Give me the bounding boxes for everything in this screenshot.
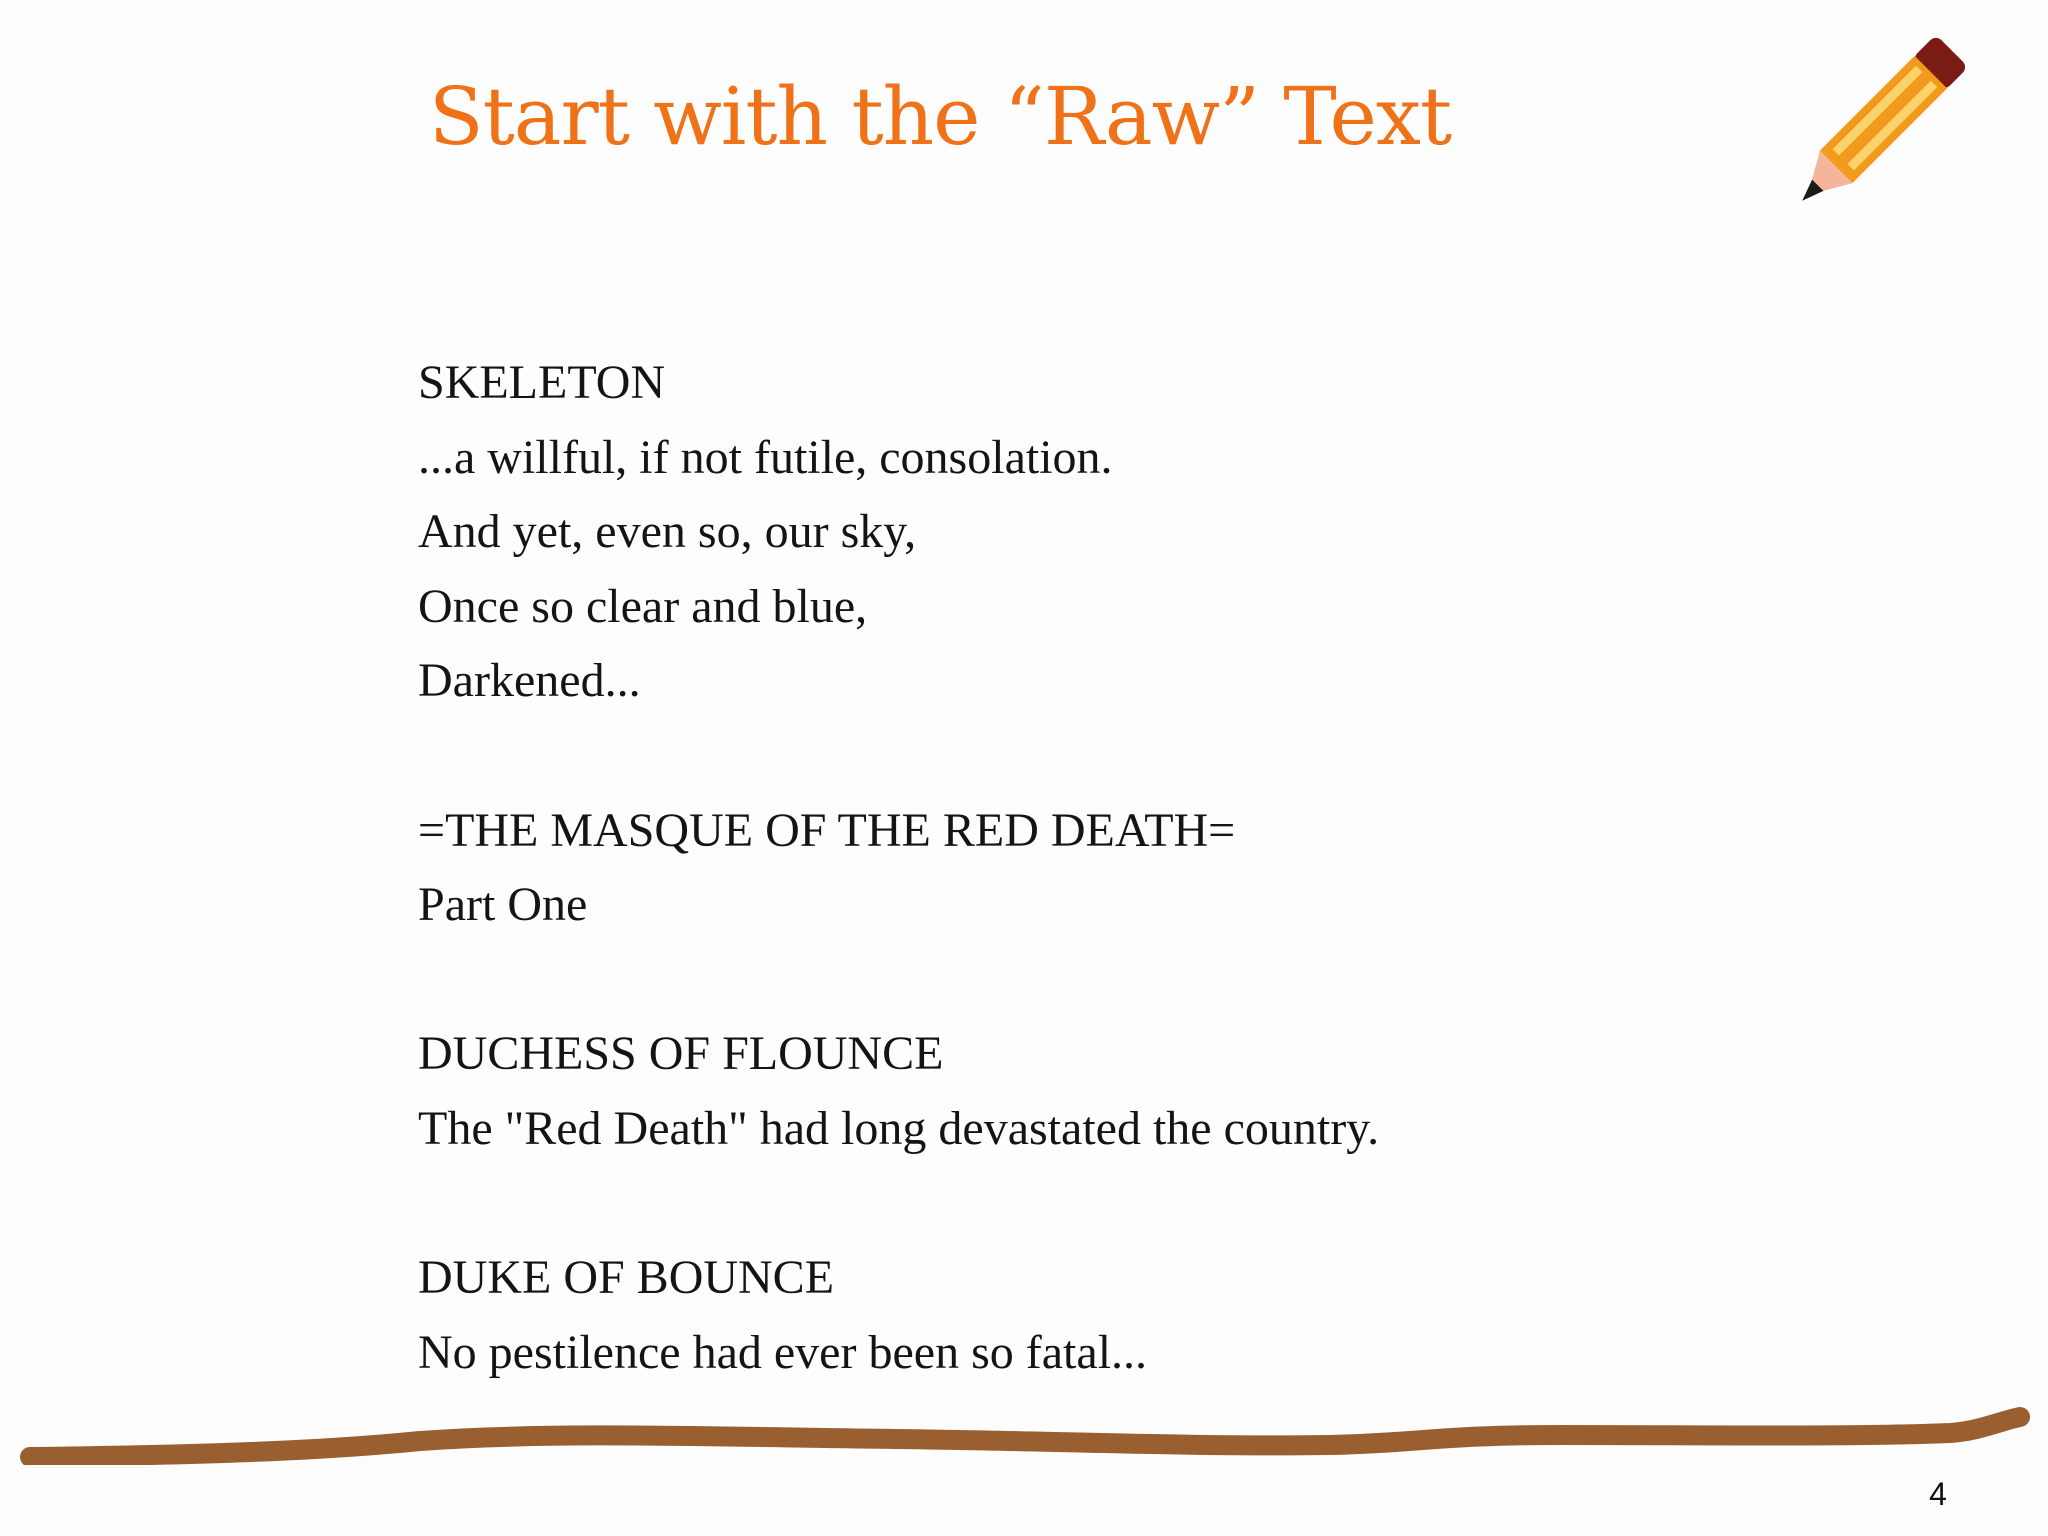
blank-line xyxy=(418,1167,1918,1242)
blank-line xyxy=(418,719,1918,794)
text-line: =THE MASQUE OF THE RED DEATH= xyxy=(418,803,1236,857)
text-line: And yet, even so, our sky, xyxy=(418,505,917,559)
text-line: DUKE OF BOUNCE xyxy=(418,1251,835,1305)
slide-title: Start with the “Raw” Text xyxy=(428,70,1452,163)
brush-underline xyxy=(0,1395,2048,1465)
text-line: DUCHESS OF FLOUNCE xyxy=(418,1027,944,1081)
text-line: The "Red Death" had long devastated the country. xyxy=(418,1101,1380,1155)
text-line: Darkened... xyxy=(418,654,641,708)
text-line: Once so clear and blue, xyxy=(418,579,868,633)
pencil-icon xyxy=(1760,8,2000,238)
text-line: Part One xyxy=(418,878,588,932)
blank-line xyxy=(418,943,1918,1018)
page-number: 4 xyxy=(1929,1476,1947,1512)
text-line: No pestilence had ever been so fatal... xyxy=(418,1325,1148,1379)
raw-text-block xyxy=(418,346,1918,1390)
text-line: ...a willful, if not futile, consolation. xyxy=(418,430,1113,484)
text-line: SKELETON xyxy=(418,356,666,409)
